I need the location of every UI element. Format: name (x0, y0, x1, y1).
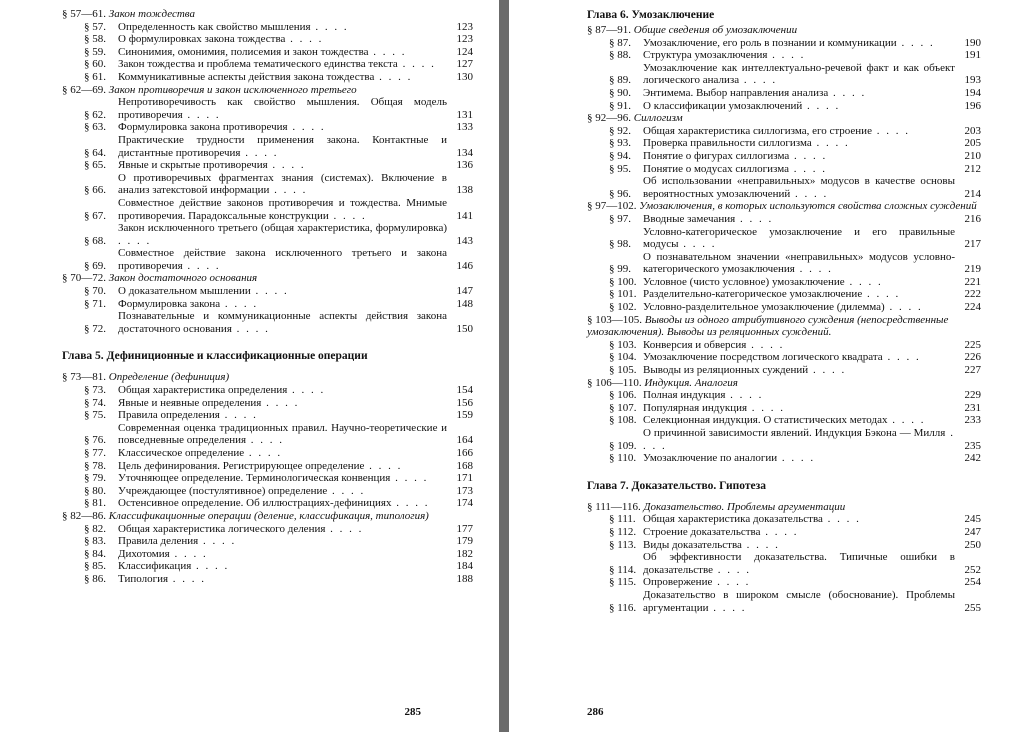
toc-entry-page: 154 (456, 384, 473, 397)
toc-entry-section: § 104. (609, 351, 637, 364)
toc-entry-title: Учреждающее (постулятивное) определение . . . . (118, 485, 447, 498)
toc-group-title: Общие сведения об умозаключении (633, 24, 798, 36)
toc-entry-title: Полная индукция . . . . (643, 389, 955, 402)
toc-entry-list (609, 389, 981, 465)
toc-entry-section: § 99. (609, 263, 631, 276)
toc-entry-section: § 100. (609, 275, 637, 288)
toc-entry-title: Явные и скрытые противоречия . . . . (118, 159, 447, 172)
toc-entry-page: 124 (456, 45, 473, 58)
toc-entry-section: § 68. (84, 234, 106, 247)
toc-entry[interactable] (609, 351, 981, 364)
toc-group (62, 8, 473, 21)
toc-entry-page: 136 (456, 159, 473, 172)
toc-entry-title: Цель дефинирования. Регистрирующее определение . . . . (118, 460, 447, 473)
toc-group-number: § 57—61. (62, 8, 106, 20)
toc-entry[interactable] (84, 134, 473, 159)
toc-entry-section: § 86. (84, 572, 106, 585)
toc-entry-section: § 105. (609, 364, 637, 377)
toc-entry-page: 231 (964, 401, 981, 414)
toc-section-laws (62, 8, 473, 335)
toc-entry-page: 150 (456, 322, 473, 335)
toc-entry-title: Типология . . . . (118, 573, 447, 586)
toc-entry-title: Закон тождества и проблема тематического единства текста . . . . (118, 58, 447, 71)
toc-entry-section: § 113. (609, 538, 637, 551)
toc-entry[interactable] (609, 339, 981, 352)
toc-entry[interactable] (84, 197, 473, 222)
toc-entry[interactable] (609, 551, 981, 576)
toc-section-proof (587, 501, 981, 614)
toc-entry[interactable] (609, 452, 981, 465)
toc-entry[interactable] (84, 384, 473, 397)
page-number: 286 (587, 706, 604, 718)
toc-entry-page: 229 (964, 389, 981, 402)
toc-group-number: § 97—102. (587, 200, 637, 213)
toc-group-title: Силлогизм (633, 112, 683, 125)
toc-group (587, 501, 981, 514)
toc-entry-title: Формулировка закона противоречия . . . . (118, 121, 447, 134)
toc-entry-page: 130 (456, 70, 473, 83)
toc-entry-title: Структура умозаключения . . . . (643, 49, 955, 62)
toc-entry-section: § 76. (84, 434, 106, 447)
toc-group-title: Закон противоречия и закон исключенного третьего (108, 83, 357, 96)
toc-group-number: § 87—91. (587, 24, 631, 36)
toc-entry-section: § 96. (609, 187, 631, 200)
toc-entry[interactable] (84, 58, 473, 71)
toc-entry-title: Популярная индукция . . . . (643, 402, 955, 415)
toc-entry-page: 184 (456, 560, 473, 573)
toc-entry-page: 216 (964, 212, 981, 225)
toc-entry-page: 235 (964, 439, 981, 452)
toc-group (62, 371, 473, 384)
toc-entry-section: § 78. (84, 459, 106, 472)
toc-entry-page: 252 (964, 563, 981, 576)
toc-entry-title: Умозаключение по аналогии . . . . (643, 452, 955, 465)
right-page (509, 0, 1021, 732)
toc-entry-page: 224 (964, 301, 981, 314)
toc-entry[interactable] (84, 560, 473, 573)
toc-entry[interactable] (609, 137, 981, 150)
toc-entry-section: § 84. (84, 547, 106, 560)
toc-entry[interactable] (84, 285, 473, 298)
toc-entry-page: 255 (964, 601, 981, 614)
toc-entry-page: 205 (964, 137, 981, 150)
toc-entry-page: 164 (456, 434, 473, 447)
toc-entry-title: Уточняющее определение. Терминологическая конвенция . . . . (118, 472, 447, 485)
toc-entry-title: Общая характеристика доказательства . . . . (643, 513, 955, 526)
toc-entry-title: Общая характеристика силлогизма, его строение . . . . (643, 125, 955, 138)
toc-entry-section: § 60. (84, 58, 106, 71)
toc-entry-title: Коммуникативные аспекты действия закона тождества . . . . (118, 71, 447, 84)
toc-entry[interactable] (84, 472, 473, 485)
toc-entry-section: § 64. (84, 146, 106, 159)
toc-entry-list (609, 125, 981, 201)
toc-entry[interactable] (84, 422, 473, 447)
toc-entry-section: § 79. (84, 472, 106, 485)
toc-entry[interactable] (609, 402, 981, 415)
toc-group-title: Доказательство. Проблемы аргументации (643, 500, 846, 513)
toc-entry-list (84, 523, 473, 586)
toc-entry-section: § 82. (84, 522, 106, 535)
toc-entry-title: Общая характеристика определения . . . . (118, 384, 447, 397)
toc-entry-title: Определенность как свойство мышления . . . . (118, 21, 447, 34)
toc-entry-section: § 97. (609, 212, 631, 225)
toc-entry[interactable] (609, 589, 981, 614)
toc-entry-section: § 71. (84, 297, 106, 310)
toc-entry-section: § 66. (84, 184, 106, 197)
toc-entry-section: § 111. (609, 513, 636, 526)
toc-entry[interactable] (609, 49, 981, 62)
toc-entry-page: 242 (964, 452, 981, 465)
toc-entry-page: 123 (456, 20, 473, 33)
toc-entry-section: § 90. (609, 86, 631, 99)
toc-entry-section: § 58. (84, 33, 106, 46)
toc-entry[interactable] (609, 213, 981, 226)
book-gutter (499, 0, 509, 732)
toc-entry[interactable] (609, 87, 981, 100)
toc-entry[interactable] (609, 62, 981, 87)
toc-entry[interactable] (609, 414, 981, 427)
toc-entry-title: Проверка правильности силлогизма . . . . (643, 137, 955, 150)
toc-entry-page: 147 (456, 285, 473, 298)
toc-group-title: Закон тождества (108, 8, 195, 20)
toc-entry-title: Выводы из реляционных суждений . . . . (643, 364, 955, 377)
toc-entry-section: § 112. (609, 525, 637, 538)
toc-entry-page: 214 (964, 187, 981, 200)
toc-entry[interactable] (84, 247, 473, 272)
toc-entry[interactable] (609, 301, 981, 314)
toc-entry-page: 227 (964, 364, 981, 377)
toc-entry[interactable] (84, 397, 473, 410)
toc-entry-section: § 75. (84, 409, 106, 422)
toc-entry-title: Условно-разделительное умозаключение (дилемма) . . . . (643, 301, 955, 314)
toc-entry-title: Формулировка закона . . . . (118, 298, 447, 311)
toc-entry-page: 210 (964, 149, 981, 162)
toc-entry-page: 138 (456, 184, 473, 197)
toc-entry-title: Явные и неявные определения . . . . (118, 397, 447, 410)
toc-entry[interactable] (609, 100, 981, 113)
toc-entry-title: Конверсия и обверсия . . . . (643, 339, 955, 352)
toc-entry-page: 222 (964, 288, 981, 301)
toc-entry-section: § 73. (84, 384, 106, 397)
toc-entry[interactable] (84, 460, 473, 473)
toc-entry-page: 226 (964, 351, 981, 364)
toc-entry-page: 141 (456, 209, 473, 222)
toc-entry-section: § 106. (609, 389, 637, 402)
toc-group-number: § 82—86. (62, 509, 106, 522)
toc-entry-title: Познавательные и коммуникационные аспекты действия закона достаточного основания . . . . (118, 310, 447, 335)
toc-entry[interactable] (609, 364, 981, 377)
toc-entry-page: 188 (456, 572, 473, 585)
toc-section-definitions (62, 371, 473, 585)
toc-entry-section: § 116. (609, 601, 637, 614)
toc-entry-section: § 81. (84, 497, 106, 510)
toc-entry-page: 250 (964, 538, 981, 551)
toc-entry-section: § 57. (84, 20, 106, 33)
toc-entry-list (84, 96, 473, 272)
toc-entry-title: Умозаключение посредством логического квадрата . . . . (643, 351, 955, 364)
toc-entry[interactable] (609, 125, 981, 138)
toc-entry-list (84, 21, 473, 84)
toc-entry-title: О познавательном значении «неправильных» модусов условно-категорического умозаключения . . . . (643, 251, 955, 276)
toc-section-inference (587, 24, 981, 465)
toc-entry-section: § 87. (609, 36, 631, 49)
toc-entry[interactable] (609, 539, 981, 552)
toc-entry-title: Об использовании «неправильных» модусов в качестве основы вероятностных умозаключений . . . . (643, 175, 955, 200)
toc-entry[interactable] (84, 21, 473, 34)
toc-entry[interactable] (609, 427, 981, 452)
toc-entry-page: 254 (964, 576, 981, 589)
toc-entry-section: § 92. (609, 124, 631, 137)
toc-entry-section: § 83. (84, 535, 106, 548)
toc-entry-page: 247 (964, 525, 981, 538)
toc-entry-section: § 74. (84, 396, 106, 409)
chapter-7-heading: Глава 7. Доказательство. Гипотеза (587, 479, 767, 492)
toc-entry-title: Синонимия, омонимия, полисемия и закон тождества . . . . (118, 46, 447, 59)
toc-entry-title: Умозаключение как интеллектуально-речевой факт и как объект логического анализа . . . . (643, 62, 955, 87)
toc-entry-section: § 62. (84, 108, 106, 121)
toc-entry-section: § 108. (609, 414, 637, 427)
toc-entry[interactable] (84, 298, 473, 311)
toc-entry-page: 245 (964, 513, 981, 526)
toc-entry-title: Доказательство в широком смысле (обоснование). Проблемы аргументации . . . . (643, 589, 955, 614)
toc-entry-section: § 89. (609, 74, 631, 87)
toc-entry[interactable] (609, 175, 981, 200)
toc-entry-list (609, 213, 981, 314)
toc-entry-section: § 67. (84, 209, 106, 222)
toc-entry-title: Закон исключенного третьего (общая характеристика, формулировка) . . . . (118, 222, 447, 247)
toc-entry-page: 193 (964, 74, 981, 87)
toc-entry-title: Вводные замечания . . . . (643, 213, 955, 226)
toc-entry[interactable] (609, 513, 981, 526)
toc-entry-section: § 61. (84, 70, 106, 83)
toc-entry-title: Селекционная индукция. О статистических методах . . . . (643, 414, 955, 427)
toc-entry-page: 219 (964, 263, 981, 276)
toc-entry[interactable] (84, 485, 473, 498)
toc-entry[interactable] (84, 535, 473, 548)
toc-entry-section: § 101. (609, 288, 637, 301)
toc-entry-page: 217 (964, 238, 981, 251)
toc-entry-title: Классическое определение . . . . (118, 447, 447, 460)
toc-entry-list (84, 285, 473, 335)
toc-entry[interactable] (609, 251, 981, 276)
toc-group-number: § 111—116. (587, 500, 641, 513)
toc-entry-page: 166 (456, 447, 473, 459)
page-number: 285 (404, 706, 421, 718)
toc-entry-title: О причинной зависимости явлений. Индукция Бэкона — Милля . . . . (643, 427, 955, 452)
toc-group (62, 272, 473, 285)
toc-entry-title: Дихотомия . . . . (118, 548, 447, 561)
toc-entry-page: 148 (456, 297, 473, 310)
toc-group (587, 377, 981, 390)
left-page (0, 0, 499, 732)
toc-entry-list (84, 384, 473, 510)
toc-entry-title: Современная оценка традиционных правил. Научно-теоретические и повседневные определения . . . . (118, 422, 447, 447)
toc-entry-page: 203 (964, 124, 981, 137)
toc-entry[interactable] (84, 548, 473, 561)
toc-group (62, 510, 473, 523)
toc-group-number: § 70—72. (62, 272, 106, 285)
toc-entry[interactable] (609, 288, 981, 301)
toc-entry-title: Условное (чисто условное) умозаключение . . . . (643, 276, 955, 289)
toc-entry[interactable] (609, 163, 981, 176)
toc-group-title: Закон достаточного основания (108, 272, 258, 285)
toc-entry-section: § 85. (84, 560, 106, 573)
toc-entry-page: 190 (964, 36, 981, 49)
toc-entry-page: 171 (456, 472, 473, 485)
toc-entry-page: 168 (456, 459, 473, 472)
toc-entry-section: § 102. (609, 301, 637, 314)
toc-entry-title: Совместное действие законов противоречия и тождества. Мнимые противоречия. Парадоксальные конструкции . . . . (118, 197, 447, 222)
toc-entry-page: 221 (964, 275, 981, 288)
toc-entry[interactable] (84, 159, 473, 172)
toc-group (587, 200, 981, 213)
toc-group-number: § 106—110. (587, 376, 642, 389)
toc-entry-title: Условно-категорическое умозаключение и его правильные модусы . . . . (643, 226, 955, 251)
toc-entry-title: О классификации умозаключений . . . . (643, 100, 955, 113)
toc-group-title: Умозаключения, в которых используются свойства сложных суждений (639, 200, 977, 213)
toc-entry[interactable] (609, 576, 981, 589)
toc-group-number: § 73—81. (62, 371, 106, 384)
toc-entry[interactable] (84, 96, 473, 121)
toc-entry[interactable] (84, 573, 473, 586)
toc-entry-page: 233 (964, 414, 981, 427)
toc-entry-page: 196 (964, 99, 981, 112)
toc-entry-section: § 95. (609, 162, 631, 175)
toc-entry-title: Практические трудности применения закона. Контактные и дистантные противоречия . . . . (118, 134, 447, 159)
toc-entry-title: Понятие о модусах силлогизма . . . . (643, 163, 955, 176)
toc-entry-page: 159 (456, 409, 473, 422)
toc-entry-title: Правила определения . . . . (118, 409, 447, 422)
toc-entry-title: Виды доказательства . . . . (643, 539, 955, 552)
toc-entry-title: Совместное действие закона исключенного третьего и закона противоречия . . . . (118, 247, 447, 272)
toc-entry[interactable] (84, 71, 473, 84)
toc-group-title: Определение (дефиниция) (108, 371, 230, 384)
toc-entry-section: § 59. (84, 45, 106, 58)
toc-entry[interactable] (609, 389, 981, 402)
toc-entry-list (609, 37, 981, 113)
toc-entry-section: § 93. (609, 137, 631, 150)
toc-entry-section: § 70. (84, 285, 106, 298)
toc-entry-section: § 63. (84, 121, 106, 134)
toc-entry-title: Общая характеристика логического деления . . . . (118, 523, 447, 536)
toc-entry-page: 191 (964, 49, 981, 62)
toc-entry-section: § 72. (84, 322, 106, 335)
toc-entry-page: 194 (964, 86, 981, 99)
toc-entry-page: 133 (456, 121, 473, 134)
toc-entry-page: 156 (456, 396, 473, 409)
toc-entry-section: § 114. (609, 563, 637, 576)
chapter-5-heading: Глава 5. Дефиниционные и классификационные операции (62, 350, 368, 363)
toc-entry-section: § 80. (84, 484, 106, 497)
toc-entry-title: Умозаключение, его роль в познании и коммуникации . . . . (643, 37, 955, 50)
toc-entry-list (609, 339, 981, 377)
toc-entry[interactable] (609, 226, 981, 251)
toc-entry-title: Классификация . . . . (118, 560, 447, 573)
toc-entry-page: 225 (964, 338, 981, 351)
toc-entry-title: Строение доказательства . . . . (643, 526, 955, 539)
toc-group (587, 112, 981, 125)
toc-entry-section: § 115. (609, 576, 637, 589)
toc-entry-list (609, 513, 981, 614)
toc-group-number: § 103—105. (587, 313, 642, 326)
toc-entry-section: § 77. (84, 447, 106, 459)
toc-group (587, 314, 981, 339)
toc-entry[interactable] (84, 33, 473, 46)
toc-entry[interactable] (609, 150, 981, 163)
toc-group-number: § 92—96. (587, 112, 631, 125)
toc-entry-page: 177 (456, 522, 473, 535)
toc-entry-page: 146 (456, 259, 473, 272)
chapter-6-heading: Глава 6. Умозаключение (587, 9, 715, 21)
toc-group-title: Выводы из одного атрибутивного суждения (непосредственные умозаключения). Выводы из реляционных суждений. (587, 313, 949, 339)
toc-entry-section: § 69. (84, 259, 106, 272)
toc-entry[interactable] (84, 310, 473, 335)
toc-entry-page: 173 (456, 484, 473, 497)
toc-entry-title: Непротиворечивость как свойство мышления. Общая модель противоречия . . . . (118, 96, 447, 121)
toc-entry-title: Понятие о фигурах силлогизма . . . . (643, 150, 955, 163)
toc-entry-page: 143 (456, 234, 473, 247)
toc-entry[interactable] (84, 121, 473, 134)
toc-group (62, 84, 473, 97)
toc-entry-section: § 107. (609, 401, 637, 414)
toc-entry-page: 179 (456, 535, 473, 548)
toc-entry-page: 134 (456, 146, 473, 159)
toc-entry-title: Опровержение . . . . (643, 576, 955, 589)
toc-entry-title: Разделительно-категорическое умозаключение . . . . (643, 288, 955, 301)
toc-entry-title: Правила деления . . . . (118, 535, 447, 548)
toc-entry-section: § 91. (609, 99, 631, 112)
toc-entry[interactable] (84, 447, 473, 460)
toc-entry-section: § 65. (84, 159, 106, 172)
toc-entry-page: 131 (456, 108, 473, 121)
toc-entry[interactable] (84, 172, 473, 197)
toc-entry[interactable] (609, 276, 981, 289)
toc-entry[interactable] (609, 526, 981, 539)
toc-entry[interactable] (84, 497, 473, 510)
toc-group-title: Классификационные операции (деление, классификация, типология) (108, 509, 429, 522)
toc-entry-page: 127 (456, 58, 473, 71)
toc-entry-section: § 109. (609, 439, 637, 452)
toc-entry-title: О формулировках закона тождества . . . . (118, 33, 447, 46)
toc-group-title: Индукция. Аналогия (644, 376, 738, 389)
toc-entry[interactable] (84, 409, 473, 422)
toc-entry[interactable] (609, 37, 981, 50)
toc-entry-page: 212 (964, 162, 981, 175)
toc-group-number: § 62—69. (62, 83, 106, 96)
toc-entry-section: § 110. (609, 452, 637, 465)
toc-entry[interactable] (84, 222, 473, 247)
toc-entry-section: § 103. (609, 338, 637, 351)
toc-entry-page: 123 (456, 33, 473, 46)
toc-entry-title: О доказательном мышлении . . . . (118, 285, 447, 298)
toc-entry-section: § 94. (609, 149, 631, 162)
toc-entry[interactable] (84, 46, 473, 59)
toc-entry-title: Остенсивное определение. Об иллюстрациях-дефинициях . . . . (118, 497, 447, 510)
toc-entry-page: 174 (456, 497, 473, 510)
toc-entry-section: § 88. (609, 49, 631, 62)
toc-entry[interactable] (84, 523, 473, 536)
toc-entry-page: 182 (456, 547, 473, 560)
toc-entry-title: О противоречивых фрагментах знания (системах). Включение в анализ затекстовой информации . . . . (118, 172, 447, 197)
toc-entry-title: Энтимема. Выбор направления анализа . . . . (643, 87, 955, 100)
toc-entry-title: Об эффективности доказательства. Типичные ошибки в доказательстве . . . . (643, 551, 955, 576)
toc-entry-section: § 98. (609, 238, 631, 251)
toc-group (587, 24, 981, 37)
